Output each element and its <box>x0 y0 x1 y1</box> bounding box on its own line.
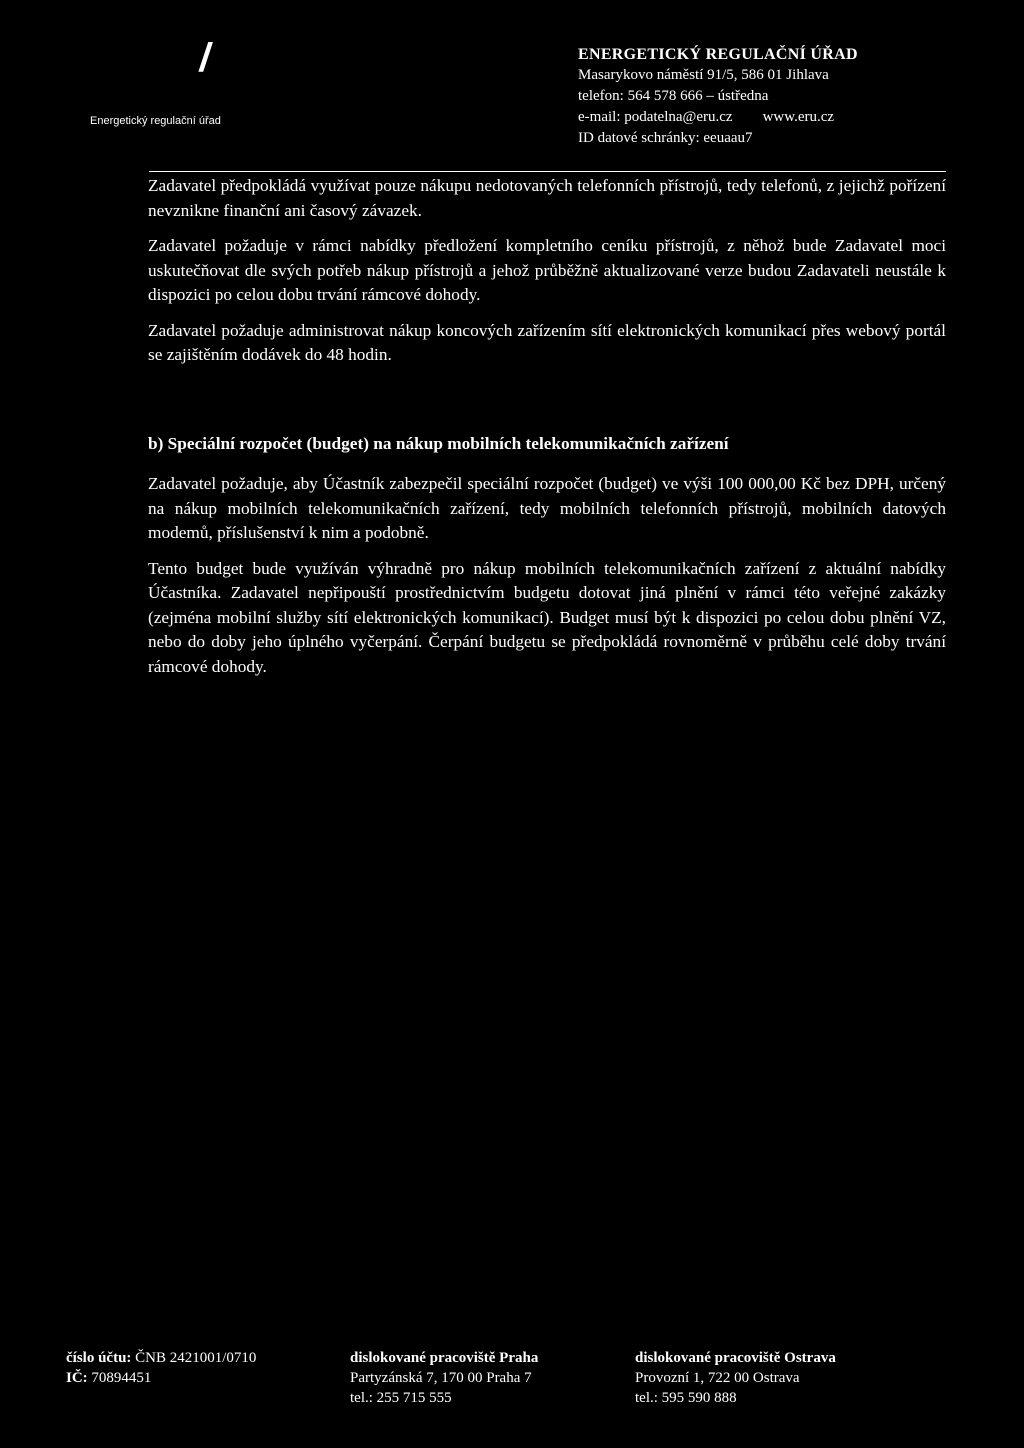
section-b-heading: b) Speciální rozpočet (budget) na nákup mobilních telekomunikačních zařízení <box>148 434 729 453</box>
praha-phone: tel.: 255 715 555 <box>350 1390 452 1406</box>
organization-header <box>578 44 858 149</box>
ostrava-phone: tel.: 595 590 888 <box>635 1390 737 1406</box>
praha-address: Partyzánská 7, 170 00 Praha 7 <box>350 1370 532 1386</box>
logo-name: Energetický regulační úřad <box>90 115 221 127</box>
intro-text <box>148 174 946 379</box>
footer-account-row <box>66 1348 256 1368</box>
footer-ic-row <box>66 1368 256 1388</box>
paragraph: Zadavatel požaduje, aby Účastník zabezpečil speciální rozpočet (budget) ve výši 100 000,00 Kč bez DPH, určený na nákup mobilních telekomunikačních zařízení, tedy mobilních telefonních přístrojů, mobilních datových modemů, příslušenství k nim a podobně. <box>148 474 946 542</box>
ostrava-address: Provozní 1, 722 00 Ostrava <box>635 1370 800 1386</box>
paragraph: Zadavatel požaduje administrovat nákup koncových zařízením sítí elektronických komunikací přes webový portál se zajištěním dodávek do 48 hodin. <box>148 320 946 364</box>
logo-mark: / <box>196 36 215 80</box>
paragraph: Zadavatel předpokládá využívat pouze nákupu nedotovaných telefonních přístrojů, tedy telefonů, z jejichž pořízení nevznikne finanční ani časový závazek. <box>148 176 946 220</box>
organization-phone: telefon: 564 578 666 – ústředna <box>578 88 769 104</box>
ic-value: 70894451 <box>91 1370 152 1386</box>
organization-email: e-mail: podatelna@eru.cz <box>578 109 733 125</box>
footer-ostrava <box>635 1348 836 1408</box>
account-label: číslo účtu: <box>66 1350 132 1366</box>
ostrava-title: dislokované pracoviště Ostrava <box>635 1350 836 1366</box>
section-b-text <box>148 472 946 690</box>
organization-web: www.eru.cz <box>762 109 835 125</box>
account-value: ČNB 2421001/0710 <box>135 1350 257 1366</box>
organization-databox: ID datové schránky: eeuaau7 <box>578 130 753 146</box>
header-divider <box>149 171 946 172</box>
organization-name: ENERGETICKÝ REGULAČNÍ ÚŘAD <box>578 46 858 63</box>
organization-contacts <box>578 107 858 128</box>
paragraph: Zadavatel požaduje v rámci nabídky předložení kompletního ceníku přístrojů, z něhož bude Zadavatel moci uskutečňovat dle svých potřeb nákup přístrojů a jehož průběžně aktualizované verze budou Zadavateli neustále k dispozici po celou dobu trvání rámcové dohody. <box>148 236 946 304</box>
footer-praha <box>350 1348 538 1408</box>
paragraph: Tento budget bude využíván výhradně pro nákup mobilních telekomunikačních zařízení z aktuální nabídky Účastníka. Zadavatel nepřipouští prostřednictvím budgetu dotovat jiná plnění v rámci této veřejné zakázky (zejména mobilní služby sítí elektronických komunikací). Budget musí být k dispozici po celou dobu plnění VZ, nebo do doby jeho úplného vyčerpání. Čerpání budgetu se předpokládá rovnoměrně v průběhu celé doby trvání rámcové dohody. <box>148 558 946 676</box>
footer-account <box>66 1348 256 1388</box>
organization-address: Masarykovo náměstí 91/5, 586 01 Jihlava <box>578 67 829 83</box>
praha-title: dislokované pracoviště Praha <box>350 1350 539 1366</box>
ic-label: IČ: <box>66 1370 88 1386</box>
